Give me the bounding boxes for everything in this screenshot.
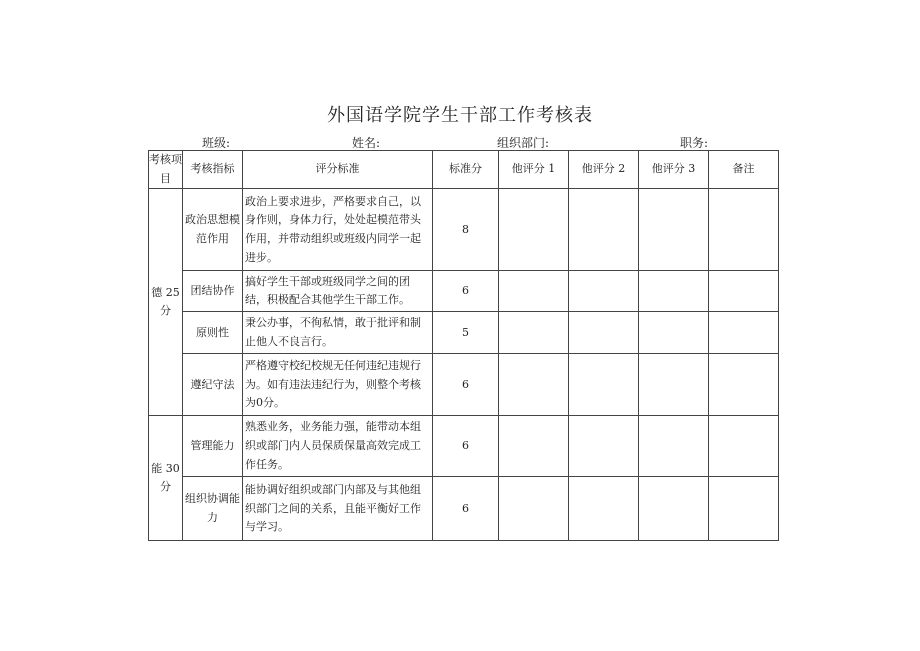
indicator-cell: 政治思想模范作用 (183, 189, 243, 271)
rating-1-cell[interactable] (499, 416, 569, 477)
form-title: 外国语学院学生干部工作考核表 (327, 105, 593, 126)
remarks-cell[interactable] (709, 189, 779, 271)
rating-1-cell[interactable] (499, 312, 569, 354)
name-label: 姓名: (352, 136, 381, 150)
rating-2-cell[interactable] (569, 271, 639, 312)
header-remarks: 备注 (709, 151, 779, 189)
rating-1-cell[interactable] (499, 477, 569, 541)
position-label: 职务: (680, 136, 709, 150)
category-de: 德 25 分 (149, 189, 183, 416)
header-score: 标准分 (433, 151, 499, 189)
rating-2-cell[interactable] (569, 189, 639, 271)
indicator-cell: 管理能力 (183, 416, 243, 477)
table-header (149, 151, 779, 189)
rating-2-cell[interactable] (569, 354, 639, 416)
score-cell: 6 (433, 477, 499, 541)
rating-3-cell[interactable] (639, 271, 709, 312)
header-standard: 评分标准 (243, 151, 433, 189)
header-rating-1: 他评分 1 (499, 151, 569, 189)
rating-3-cell[interactable] (639, 312, 709, 354)
rating-2-cell[interactable] (569, 312, 639, 354)
rating-1-cell[interactable] (499, 354, 569, 416)
class-label: 班级: (202, 136, 231, 150)
score-cell: 6 (433, 271, 499, 312)
standard-cell: 搞好学生干部或班级同学之间的团结，积极配合其他学生干部工作。 (243, 271, 433, 312)
score-cell: 6 (433, 416, 499, 477)
standard-cell: 熟悉业务，业务能力强，能带动本组织或部门内人员保质保量高效完成工作任务。 (243, 416, 433, 477)
header-indicator: 考核指标 (183, 151, 243, 189)
remarks-cell[interactable] (709, 416, 779, 477)
dept-label: 组织部门: (497, 136, 550, 150)
rating-3-cell[interactable] (639, 189, 709, 271)
header-rating-3: 他评分 3 (639, 151, 709, 189)
table-row (149, 271, 779, 312)
remarks-cell[interactable] (709, 271, 779, 312)
indicator-cell: 原则性 (183, 312, 243, 354)
score-cell: 8 (433, 189, 499, 271)
rating-3-cell[interactable] (639, 354, 709, 416)
standard-cell: 政治上要求进步，严格要求自己，以身作则，身体力行，处处起模范带头作用，并带动组织或班级内同学一起进步。 (243, 189, 433, 271)
rating-3-cell[interactable] (639, 416, 709, 477)
indicator-cell: 遵纪守法 (183, 354, 243, 416)
score-cell: 5 (433, 312, 499, 354)
indicator-cell: 团结协作 (183, 271, 243, 312)
remarks-cell[interactable] (709, 312, 779, 354)
category-neng: 能 30 分 (149, 416, 183, 541)
standard-cell: 严格遵守校纪校规无任何违纪违规行为。如有违法违纪行为，则整个考核为0分。 (243, 354, 433, 416)
score-cell: 6 (433, 354, 499, 416)
table-row (149, 189, 779, 271)
table-row (149, 477, 779, 541)
header-category: 考核项目 (149, 151, 183, 189)
indicator-cell: 组织协调能力 (183, 477, 243, 541)
remarks-cell[interactable] (709, 354, 779, 416)
rating-2-cell[interactable] (569, 477, 639, 541)
rating-2-cell[interactable] (569, 416, 639, 477)
table-row (149, 354, 779, 416)
standard-cell: 秉公办事，不徇私情，敢于批评和制止他人不良言行。 (243, 312, 433, 354)
evaluation-table (148, 150, 779, 541)
table-row (149, 312, 779, 354)
rating-1-cell[interactable] (499, 271, 569, 312)
header-rating-2: 他评分 2 (569, 151, 639, 189)
rating-3-cell[interactable] (639, 477, 709, 541)
table-row (149, 416, 779, 477)
remarks-cell[interactable] (709, 477, 779, 541)
standard-cell: 能协调好组织或部门内部及与其他组织部门之间的关系，且能平衡好工作与学习。 (243, 477, 433, 541)
rating-1-cell[interactable] (499, 189, 569, 271)
